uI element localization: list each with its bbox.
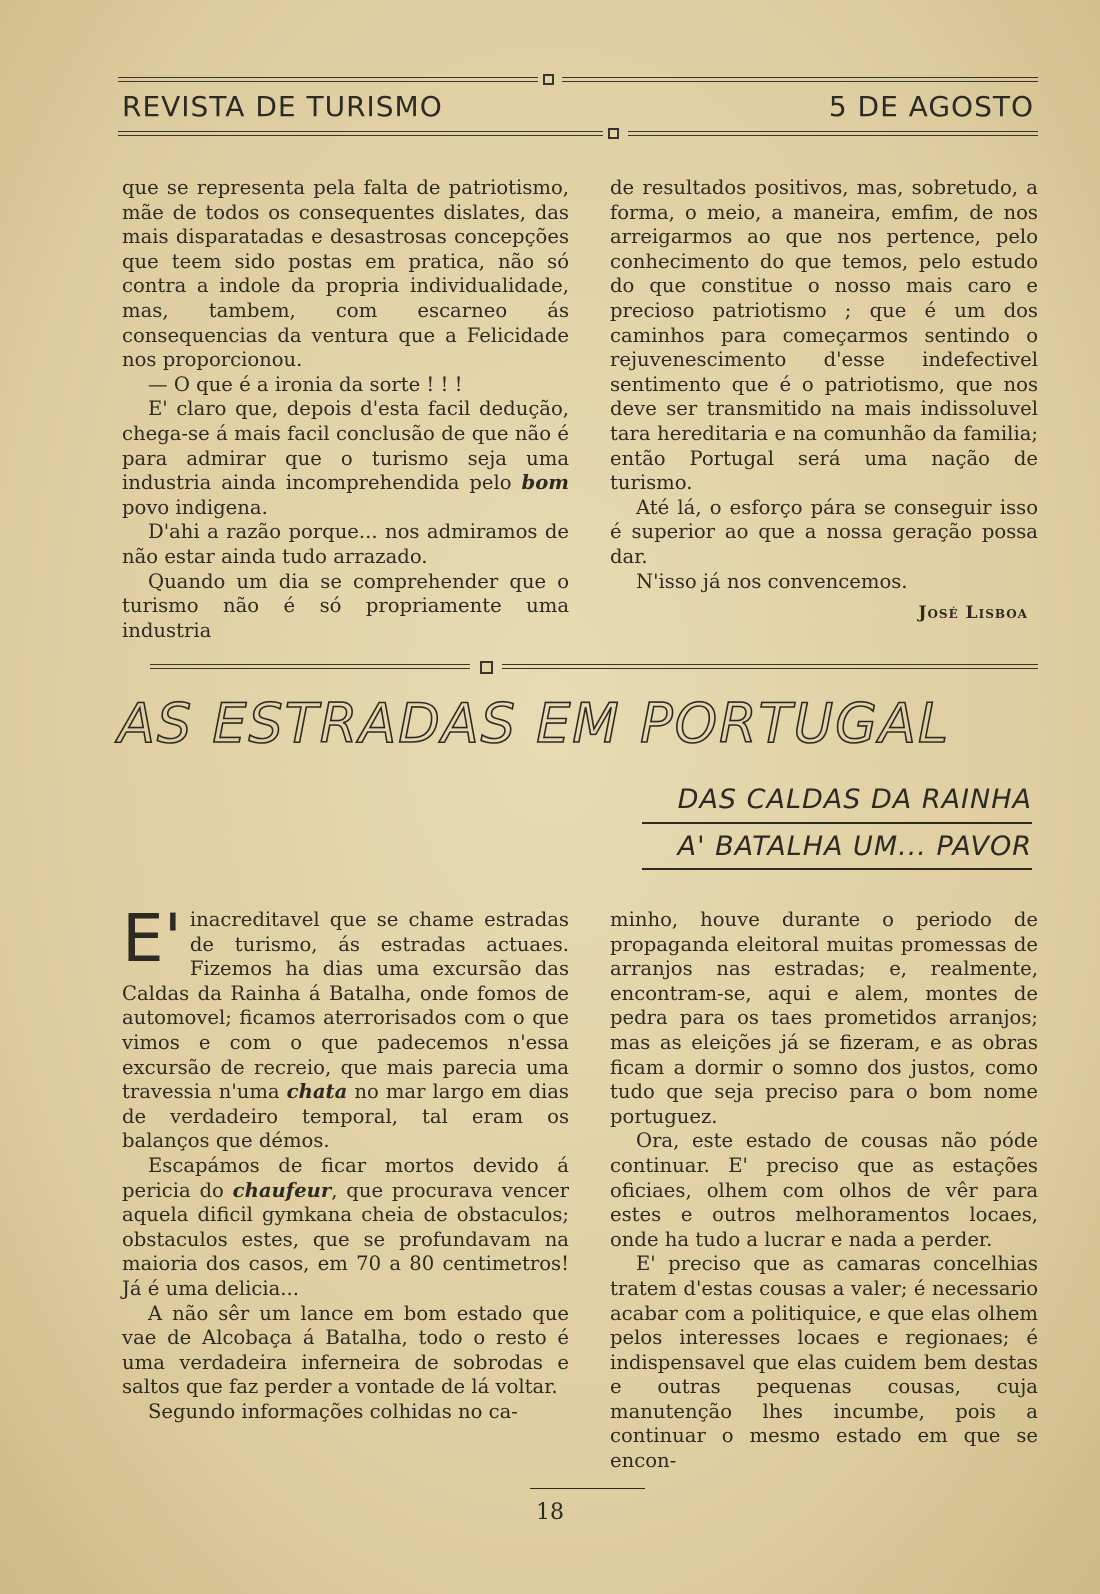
emphasis: bom (521, 471, 570, 495)
header-top-rule (118, 74, 1038, 86)
article-title: AS ESTRADAS EM PORTUGAL (118, 692, 951, 755)
paragraph: Escapámos de ficar mortos devido á pericia do chaufeur, que procurava vencer aquela dificil gymkana cheia de obstaculos; obstaculos estes, que se profundavam na maioria dos casos, em 70 a 80 centimetros! Já é uma delicia... (122, 1153, 569, 1300)
paragraph: Segundo informações colhidas no ca- (148, 1399, 518, 1423)
paragraph: N'isso já nos convencemos. (636, 569, 908, 593)
section-divider (150, 660, 1038, 674)
paragraph: E' inacreditavel que se chame estradas de turismo, ás estradas actuaes. Fizemos ha dias uma excursão das Caldas da Rainha á Batalha, onde fomos de automovel; ficamos aterrorisados com o que vimos e com o que padecemos n'essa excursão de recreio, que mais parecia uma travessia n'uma chata no mar largo em dias de verdadeiro temporal, tal eram os balanços que démos. (122, 900, 569, 1153)
paragraph: — O que é a ironia da sorte ! ! ! (148, 372, 463, 396)
subtitle-rule (642, 822, 1032, 824)
emphasis: chata (286, 1080, 348, 1104)
paragraph: Ora, este estado de cousas não póde continuar. E' preciso que as estações oficiaes, olhem com olhos de vêr para estes e outros melhoramentos locaes, onde ha tudo a lucrar e nada a perder. (610, 1129, 1038, 1251)
paragraph: Até lá, o esforço pára se conseguir isso é superior ao que a nossa geração possa dar. (610, 495, 1038, 568)
page-number: 18 (536, 1500, 564, 1525)
subtitle-rule (642, 868, 1032, 870)
paragraph: de resultados positivos, mas, sobretudo, a forma, o meio, a maneira, emfim, de nos arreigarmos ao que nos pertence, pelo conhecimento do que temos, pelo estudo do que constitue o nosso mais caro e precioso patriotismo ; que é um dos caminhos para começarmos sentindo o rejuvenescimento d'esse indefectivel sentimento que é o patriotismo, que nos deve ser transmitido na mais indissoluvel tara hereditaria e na comunhão da familia; então Portugal será uma nação de turismo. (610, 176, 1038, 495)
article1-left-column (122, 176, 569, 643)
issue-date: 5 DE AGOSTO (828, 90, 1034, 123)
paragraph: D'ahi a razão porque... nos admiramos de não estar ainda tudo arrazado. (122, 520, 569, 568)
paragraph: que se representa pela falta de patriotismo, mãe de todos os consequentes dislates, das mais disparatadas e desastrosas concepções que teem sido postas em pratica, não só contra a indole da propria individualidade, mas, tambem, com escarneo ás consequencias da ventura que a Felicidade nos proporcionou. (122, 176, 569, 372)
paragraph: minho, houve durante o periodo de propaganda eleitoral muitas promessas de arranjos nas estradas; e, realmente, encontram-se, aqui e alem, montes de pedra para os taes prometidos arranjos; mas as eleições já se fizeram, e as obras ficam a dormir o somno dos justos, como tudo que seja preciso para o bom nome portuguez. (610, 908, 1038, 1128)
article-subtitle-2: A' BATALHA UM... PAVOR (677, 831, 1032, 862)
article-subtitle-1: DAS CALDAS DA RAINHA (677, 784, 1032, 815)
magazine-title: REVISTA DE TURISMO (122, 90, 443, 123)
paragraph: Quando um dia se comprehender que o turismo não é só propriamente uma industria (122, 569, 569, 642)
drop-cap: E' (122, 900, 182, 977)
article1-right-column (610, 176, 1038, 594)
article2-left-column (122, 900, 569, 1424)
author-signature: José Lisboa (918, 603, 1028, 623)
page-number-rule (530, 1488, 645, 1489)
emphasis: chaufeur (232, 1178, 332, 1202)
article2-right-column (610, 908, 1038, 1474)
paragraph: A não sêr um lance em bom estado que vae de Alcobaça á Batalha, todo o resto é uma verdadeira inferneira de sobrodas e saltos que faz perder a vontade de lá voltar. (122, 1301, 569, 1399)
header-bottom-rule (118, 128, 1038, 140)
paragraph: E' claro que, depois d'esta facil dedução, chega-se á mais facil conclusão de que não é para admirar que o turismo seja uma industria ainda incomprehendida pelo bom povo indigena. (122, 397, 570, 519)
paragraph: E' preciso que as camaras concelhias tratem d'estas cousas a valer; é necessario acabar com a politiquice, e que elas olhem pelos interesses locaes e regionaes; é indispensavel que elas cuidem bem destas e outras pequenas cousas, cuja manutenção lhes incumbe, pois a continuar o mesmo estado em que se encon- (610, 1252, 1038, 1473)
